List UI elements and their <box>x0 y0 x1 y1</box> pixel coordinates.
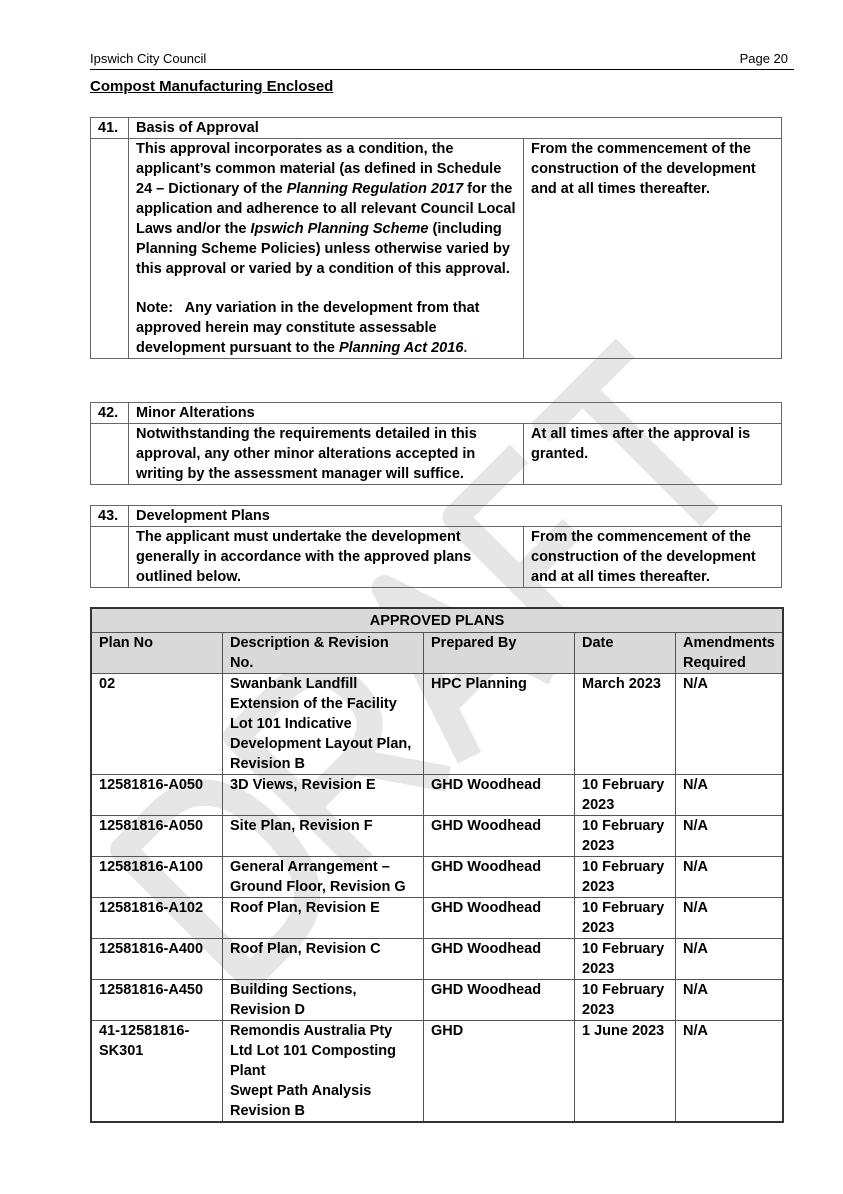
condition-body <box>129 139 524 359</box>
table-row <box>91 939 783 980</box>
condition-body: The applicant must undertake the development generally in accordance with the approved plans outlined below. <box>129 527 524 588</box>
column-header: Prepared By <box>424 633 575 674</box>
date-cell: 10 February 2023 <box>575 816 676 857</box>
note-text: Note: Any variation in the development from that approved herein may constitute assessable development pursuant to the <box>136 300 484 356</box>
plan-no-cell: 12581816-A102 <box>91 898 223 939</box>
table-row <box>91 898 783 939</box>
condition-number: 41. <box>91 118 129 139</box>
plan-no-cell: 12581816-A100 <box>91 857 223 898</box>
plan-no-cell: 12581816-A450 <box>91 980 223 1021</box>
empty-cell <box>91 527 129 588</box>
body-italic-text: Planning Regulation 2017 <box>286 181 464 197</box>
condition-43-table <box>90 505 782 588</box>
condition-42-table <box>90 402 782 485</box>
date-cell: 10 February 2023 <box>575 775 676 816</box>
condition-number: 42. <box>91 403 129 424</box>
prepared-by-cell: GHD Woodhead <box>424 816 575 857</box>
amendments-cell: N/A <box>676 816 784 857</box>
page-number: Page 20 <box>739 51 788 66</box>
condition-body: Notwithstanding the requirements detailed in this approval, any other minor alterations accepted in writing by the assessment manager will suffice. <box>129 424 524 485</box>
body-text: (including Planning Scheme Policies) unless otherwise varied by this approval or varied by a condition of this approval. <box>136 221 510 277</box>
plans-table-caption: APPROVED PLANS <box>91 608 783 633</box>
column-header: Description & Revision No. <box>223 633 424 674</box>
amendments-cell: N/A <box>676 674 784 775</box>
column-header: Date <box>575 633 676 674</box>
approved-plans-table <box>90 607 784 1123</box>
prepared-by-cell: GHD Woodhead <box>424 898 575 939</box>
description-cell: Roof Plan, Revision C <box>223 939 424 980</box>
page-header <box>90 49 794 70</box>
prepared-by-cell: GHD Woodhead <box>424 980 575 1021</box>
prepared-by-cell: GHD <box>424 1021 575 1123</box>
table-row <box>91 980 783 1021</box>
note-italic-text: Planning Act 2016 <box>339 340 464 356</box>
date-cell: 10 February 2023 <box>575 898 676 939</box>
council-name: Ipswich City Council <box>90 51 207 66</box>
note-text: . <box>463 340 468 356</box>
empty-cell <box>91 424 129 485</box>
condition-title: Basis of Approval <box>129 118 782 139</box>
description-cell: General Arrangement – Ground Floor, Revision G <box>223 857 424 898</box>
amendments-cell: N/A <box>676 898 784 939</box>
prepared-by-cell: HPC Planning <box>424 674 575 775</box>
empty-cell <box>91 139 129 359</box>
plan-no-cell: 12581816-A400 <box>91 939 223 980</box>
condition-timing: At all times after the approval is granted. <box>524 424 782 485</box>
prepared-by-cell: GHD Woodhead <box>424 857 575 898</box>
condition-timing: From the commencement of the construction of the development and at all times thereafter. <box>524 139 782 359</box>
plans-table-body <box>91 674 783 1123</box>
condition-number: 43. <box>91 506 129 527</box>
amendments-cell: N/A <box>676 775 784 816</box>
plan-no-cell: 12581816-A050 <box>91 816 223 857</box>
date-cell: 1 June 2023 <box>575 1021 676 1123</box>
section-title: Compost Manufacturing Enclosed <box>90 78 334 95</box>
condition-timing: From the commencement of the construction of the development and at all times thereafter. <box>524 527 782 588</box>
description-cell: Remondis Australia Pty Ltd Lot 101 Composting Plant Swept Path Analysis Revision B <box>223 1021 424 1123</box>
date-cell: 10 February 2023 <box>575 980 676 1021</box>
table-row <box>91 857 783 898</box>
condition-body-paragraph <box>136 139 516 279</box>
plans-header-row <box>91 633 783 674</box>
condition-note <box>136 298 516 358</box>
table-row <box>91 775 783 816</box>
plan-no-cell: 12581816-A050 <box>91 775 223 816</box>
plan-no-cell: 02 <box>91 674 223 775</box>
amendments-cell: N/A <box>676 1021 784 1123</box>
date-cell: 10 February 2023 <box>575 857 676 898</box>
plan-no-cell: 41-12581816-SK301 <box>91 1021 223 1123</box>
table-row <box>91 674 783 775</box>
description-cell: Swanbank Landfill Extension of the Facility Lot 101 Indicative Development Layout Plan, Revision B <box>223 674 424 775</box>
prepared-by-cell: GHD Woodhead <box>424 939 575 980</box>
body-text: This approval incorporates as a condition, the applicant’s common material (as defined in Schedule 24 – Dictionary of the <box>136 141 502 197</box>
condition-title: Minor Alterations <box>129 403 782 424</box>
table-row <box>91 1021 783 1123</box>
body-text: for the application and adherence to all relevant Council Local Laws and/or the <box>136 181 516 237</box>
date-cell: March 2023 <box>575 674 676 775</box>
table-row <box>91 816 783 857</box>
description-cell: Building Sections, Revision D <box>223 980 424 1021</box>
column-header: Plan No <box>91 633 223 674</box>
amendments-cell: N/A <box>676 857 784 898</box>
amendments-cell: N/A <box>676 980 784 1021</box>
description-cell: Roof Plan, Revision E <box>223 898 424 939</box>
description-cell: Site Plan, Revision F <box>223 816 424 857</box>
prepared-by-cell: GHD Woodhead <box>424 775 575 816</box>
column-header: Amendments Required <box>676 633 784 674</box>
description-cell: 3D Views, Revision E <box>223 775 424 816</box>
condition-41-table <box>90 117 782 359</box>
body-italic-text: Ipswich Planning Scheme <box>250 221 429 237</box>
date-cell: 10 February 2023 <box>575 939 676 980</box>
amendments-cell: N/A <box>676 939 784 980</box>
condition-title: Development Plans <box>129 506 782 527</box>
